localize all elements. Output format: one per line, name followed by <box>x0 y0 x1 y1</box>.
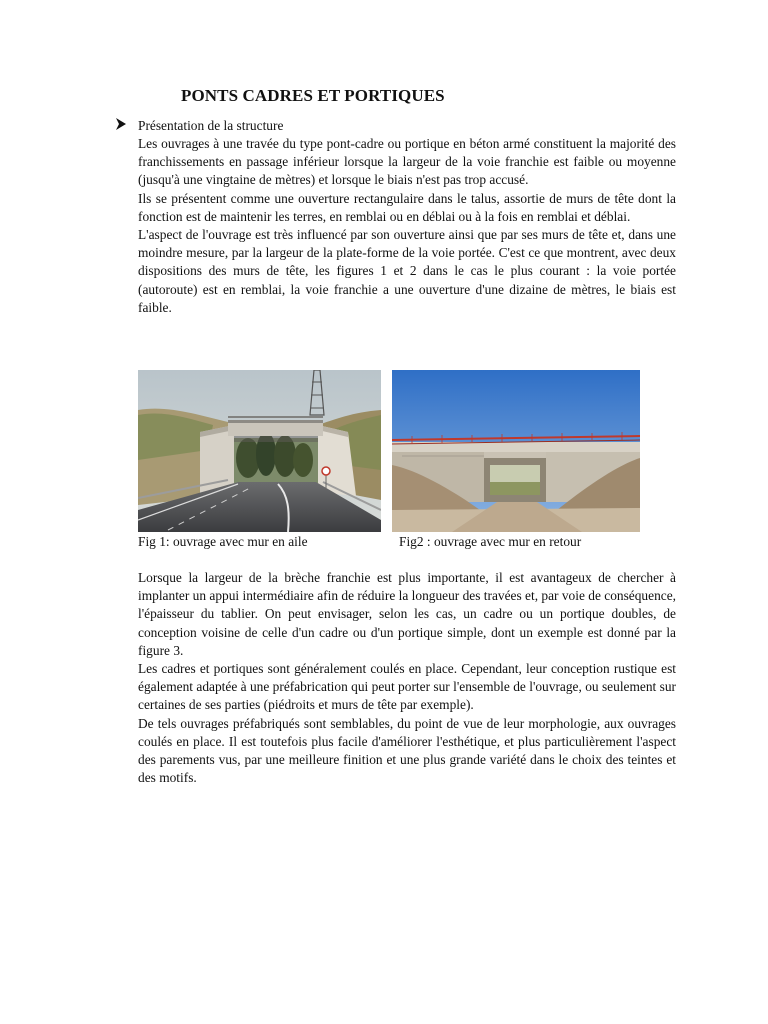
figure-1-caption: Fig 1: ouvrage avec mur en aile <box>138 534 308 549</box>
section-heading-label: Présentation de la structure <box>138 118 284 133</box>
intro-text <box>138 135 676 317</box>
paragraph: Les ouvrages à une travée du type pont-cadre ou portique en béton armé constituent la majorité des franchissements en passage inférieur lorsque la largeur de la voie franchie est faible ou moyenne (jusqu'à une vingtaine de mètres) et lorsque le biais n'est pas trop accusé. <box>138 136 676 188</box>
paragraph: Les cadres et portiques sont généralement coulés en place. Cependant, leur conception rustique est également adaptée à une préfabrication qui peut porter sur l'ensemble de l'ouvrage, ou seulement sur certaines de ses parties (piédroits et murs de tête par exemple). <box>138 661 676 713</box>
figure-2-caption: Fig2 : ouvrage avec mur en retour <box>399 534 582 549</box>
paragraph: L'aspect de l'ouvrage est très influencé par son ouverture ainsi que par ses murs de tête et, dans une moindre mesure, par la largeur de la plate-forme de la voie portée. C'est ce que montrent, avec deux dispositions des murs de tête, les figures 1 et 2 dans le cas le plus courant : la voie portée (autoroute) est en remblai, la voie franchie a une ouverture d'une dizaine de mètres, le biais est faible. <box>138 227 676 315</box>
figure-2-photo <box>392 370 640 532</box>
paragraph: De tels ouvrages préfabriqués sont semblables, du point de vue de leur morphologie, aux ouvrages coulés en place. Il est toutefois plus facile d'améliorer l'esthétique, et plus particulièrement l'aspect des parements vus, par une meilleure finition et une plus grande variété dans le choix des teintes et des motifs. <box>138 715 676 786</box>
paragraph: Ils se présentent comme une ouverture rectangulaire dans le talus, assortie de murs de tête dont la fonction est de maintenir les terres, en remblai ou en déblai ou à la fois en remblai et déblai. <box>138 190 676 224</box>
arrow-bullet-icon <box>114 117 128 131</box>
paragraph: Lorsque la largeur de la brèche franchie est plus importante, il est avantageux de chercher à implanter un appui intermédiaire afin de réduire la longueur des travées et, par voie de conséquence, l'épaisseur du tablier. On peut envisager, selon les cas, un cadre ou un portique doubles, de conception voisine de celle d'un cadre ou d'un portique simple, dont un exemple est donné par la figure 3. <box>138 570 677 658</box>
figure-1-photo <box>138 370 381 532</box>
body-text <box>138 569 676 787</box>
page-title: PONTS CADRES ET PORTIQUES <box>181 86 445 105</box>
